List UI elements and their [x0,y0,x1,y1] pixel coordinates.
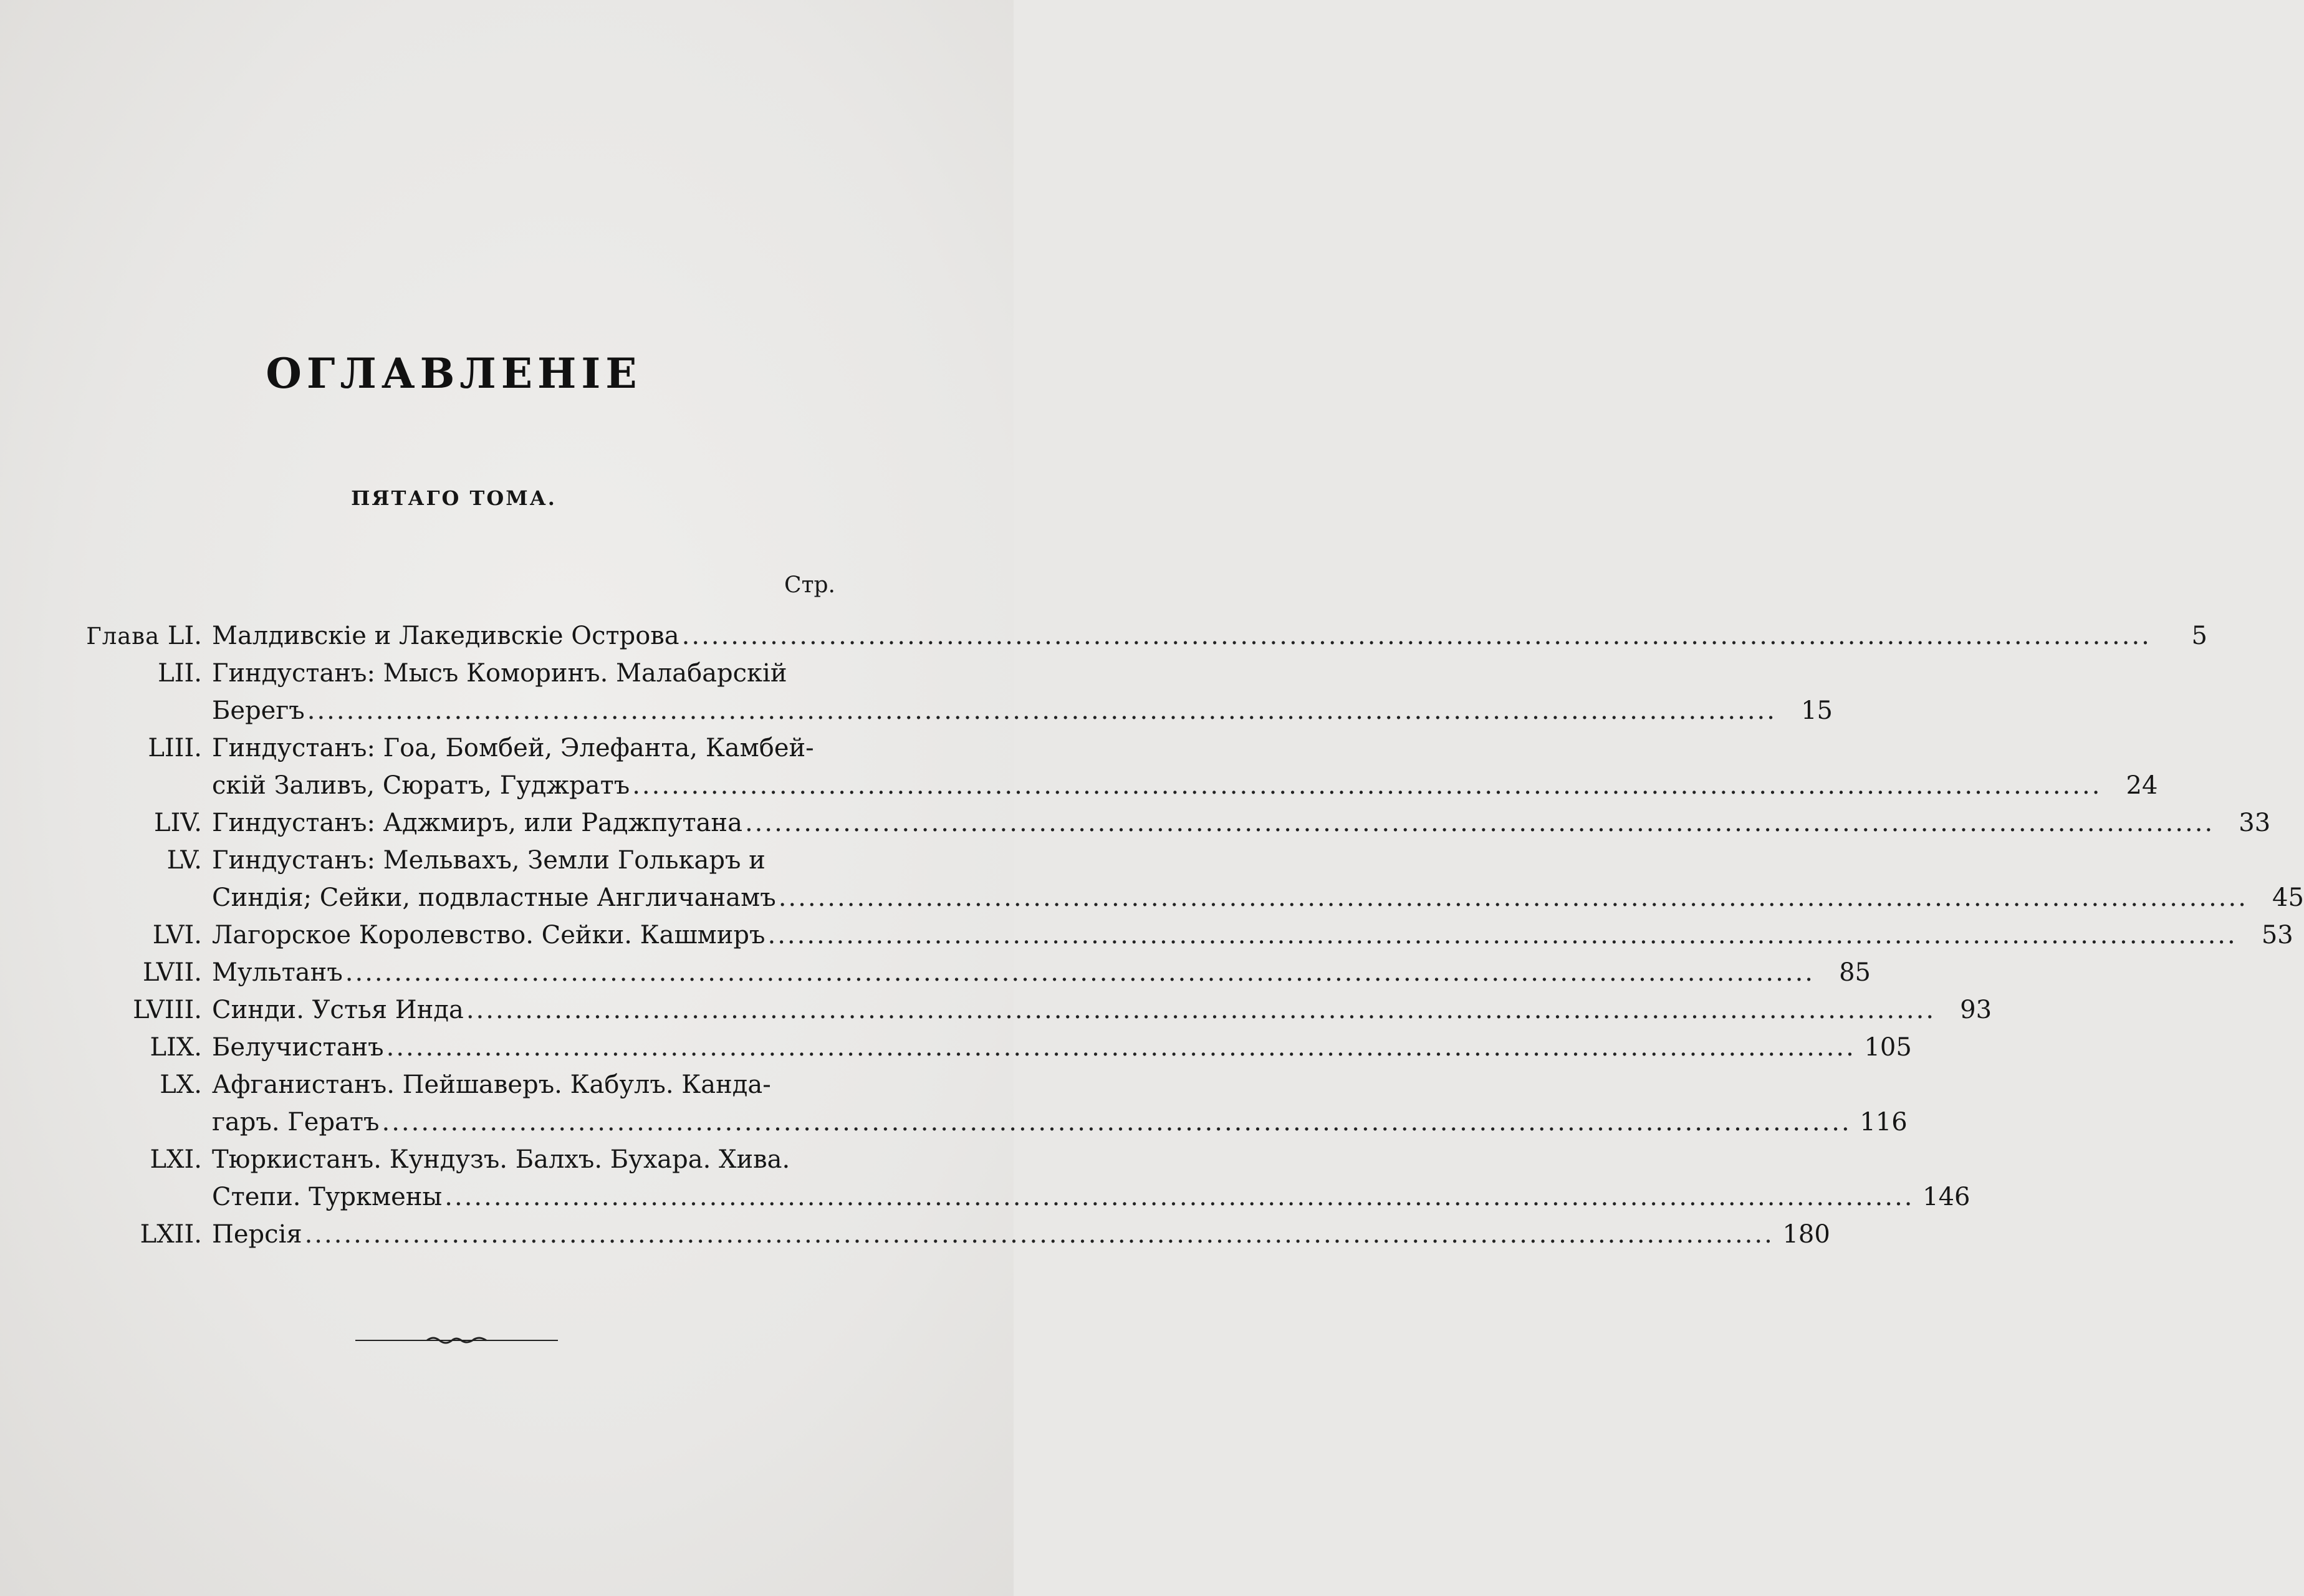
chapter-title: гаръ. Гератъ [212,1108,380,1137]
chapter-title: Берегъ [212,696,305,725]
toc-entry [62,1141,842,1178]
page-subtitle: ПЯТАГО ТОМА. [351,486,557,510]
toc-entry [62,991,1992,1029]
chapter-number: LX. [160,1070,202,1099]
chapter-title: Афганистанъ. Пейшаверъ. Кабулъ. Канда- [212,1070,771,1099]
page-number: 33 [2239,809,2271,837]
chapter-number: LXI. [150,1145,202,1174]
chapter-number: LVI. [152,921,202,949]
chapter-number: LIV. [154,809,202,837]
chapter-title: Лагорское Королевство. Сейки. Кашмиръ [212,921,766,949]
dot-leader [384,1029,1856,1066]
page-number: 45 [2272,883,2304,912]
dot-leader [343,954,1815,991]
chapter-title: Степи. Туркмены [212,1183,443,1211]
chapter-number: LIII. [148,734,202,762]
page-number: 85 [1839,958,1871,987]
chapter-title: Тюркистанъ. Кундузъ. Балхъ. Бухара. Хива. [212,1145,790,1174]
chapter-title: Гиндустанъ: Гоа, Бомбей, Элефанта, Камбей- [212,734,814,762]
dot-leader [464,991,1936,1029]
toc-entry [62,842,842,879]
chapter-number: LVIII. [133,996,202,1024]
chapter-numeral: LI. [167,622,202,650]
page-column-label: Стр. [784,572,835,598]
chapter-title: Персія [212,1220,302,1249]
chapter-title: скій Заливъ, Сюратъ, Гуджратъ [212,771,630,800]
toc-entry [62,692,1833,729]
page-number: 146 [1922,1183,1970,1211]
toc-entry [62,804,2271,842]
dot-leader [679,617,2151,655]
toc-entry [62,1216,1830,1253]
page-number: 5 [2191,622,2207,650]
chapter-title: Гиндустанъ: Мельвахъ, Земли Голькаръ и [212,846,766,875]
ornament-divider [355,1333,558,1348]
chapter-number: LII. [158,659,202,688]
dot-leader [305,692,1777,729]
chapter-number: LIX. [150,1033,202,1062]
chapter-number: LVII. [142,958,202,987]
chapter-title: Гиндустанъ: Мысъ Коморинъ. Малабарскій [212,659,787,688]
chapter-number: LXII. [140,1220,202,1249]
dot-leader [765,916,2237,954]
chapter-number [62,617,212,655]
dot-leader [630,767,2101,804]
dot-leader [742,804,2214,842]
chapter-title: Белучистанъ [212,1033,384,1062]
toc-entry [62,1066,842,1103]
dot-leader [776,879,2248,916]
toc-entry [62,1103,1908,1141]
dot-leader [442,1178,1914,1216]
toc-entry [62,767,2158,804]
chapter-title: Мультанъ [212,958,343,987]
page-number: 116 [1860,1108,1908,1137]
toc-entry [62,617,2207,655]
page-number: 15 [1801,696,1833,725]
dot-leader [302,1216,1774,1253]
toc-entry [62,954,1871,991]
chapter-title: Гиндустанъ: Аджмиръ, или Раджпутана [212,809,742,837]
page-number: 105 [1864,1033,1912,1062]
page-number: 53 [2261,921,2293,949]
page-number: 24 [2126,771,2158,800]
page-number: 93 [1960,996,1992,1024]
chapter-title: Синди. Устья Инда [212,996,464,1024]
page-number: 180 [1782,1220,1830,1249]
toc-entry [62,1029,1912,1066]
chapter-title: Синдія; Сейки, подвластные Англичанамъ [212,883,776,912]
chapter-prefix: Глава [86,623,160,650]
chapter-title: Малдивскіе и Лакедивскіе Острова [212,622,679,650]
toc-entry [62,1178,1970,1216]
table-of-contents [62,617,2304,1253]
dot-leader [379,1103,1851,1141]
toc-entry [62,655,842,692]
toc-entry [62,729,842,767]
page-title: ОГЛАВЛЕНІЕ [266,349,642,398]
chapter-number: LV. [166,846,202,875]
toc-entry [62,879,2304,916]
toc-entry [62,916,2293,954]
